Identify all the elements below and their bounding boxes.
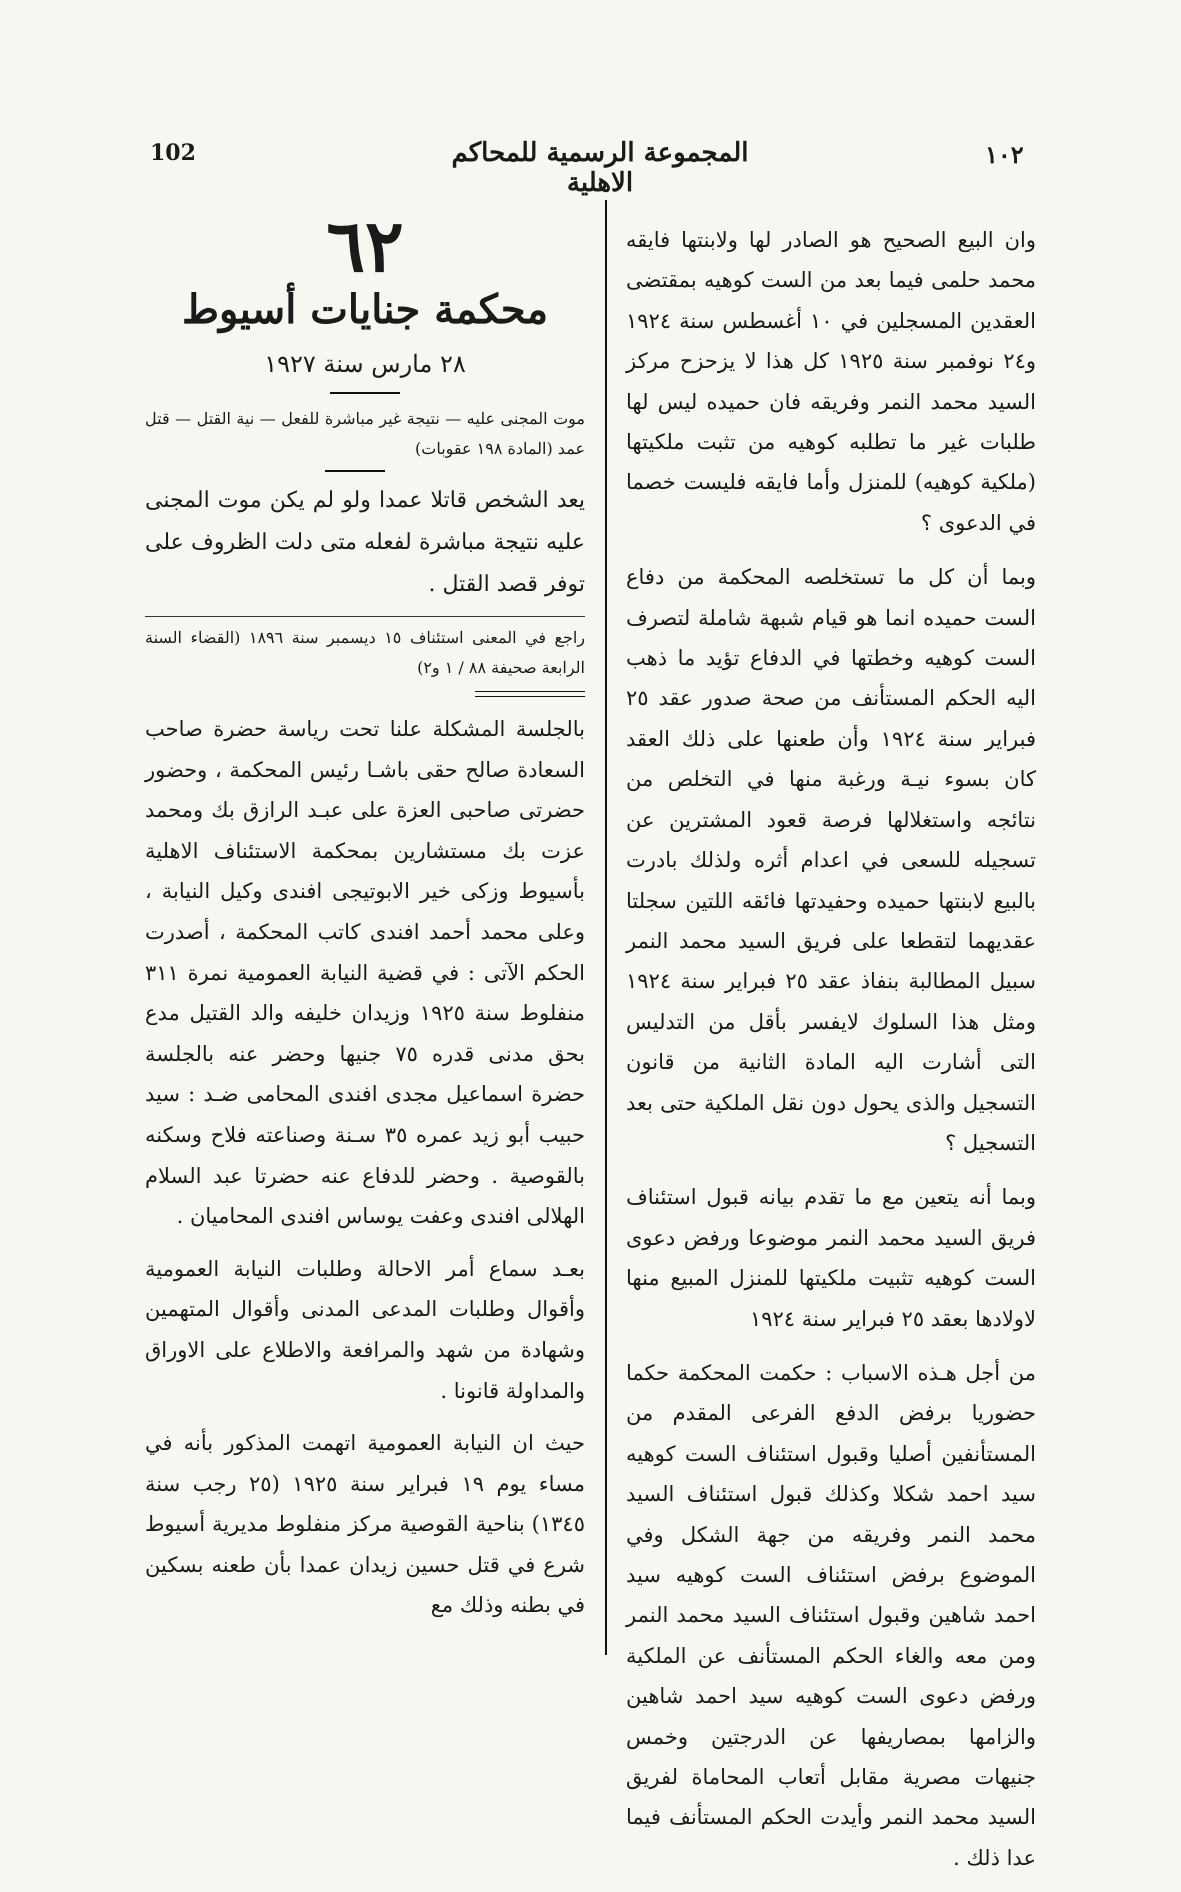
paragraph: بالجلسة المشكلة علنا تحت رياسة حضرة صاحب السعادة صالح حقى باشـا رئيس المحكمة ، وحضور حضرتى صاحبى العزة على عبـد الرازق بك ومحمد عزت بك مستشارين بمحكمة الاستئناف الاهلية بأسيوط وزكى خير الابوتيجى افندى وكيل النيابة ، وعلى محمد أحمد افندى كاتب المحكمة ، أصدرت الحكم الآتى : في قضية النيابة العمومية نمرة ٣١١ منفلوط سنة ١٩٢٥ وزيدان خليفه والد القتيل مدع بحق مدنى قدره ٧٥ جنيها وحضر عنه بالجلسة حضرة اسماعيل مجدى افندى المحامى ضـد : سيد حبيب أبو زيد عمره ٣٥ سـنة وصناعته فلاح وسكنه بالقوصية . وحضر للدفاع عنه حضرتا عبد السلام الهلالى افندى وعفت يوساس افندى المحاميان . [145,717,586,1229]
column-divider [605,200,607,1655]
thin-rule [145,616,585,617]
judgment-date: ٢٨ مارس سنة ١٩٢٧ [264,350,466,378]
paragraph: وبما أن كل ما تستخلصه المحكمة من دفاع الست حميده انما هو قيام شبهة شاملة لتصرف الست كوهيه وخطتها في الدفاع تؤيد ما ذهب اليه الحكم المستأنف من صحة صدور عقد ٢٥ فبراير سنة ١٩٢٤ وأن طعنها على ذلك العقد كان بسوء نيـة ورغبة منها في التخلص من نتائجه واستغلالها فرصة قعود المشترين عن تسجيله للسعى في اعدام أثره ولذلك بادرت بالبيع لابنتها حميده وحفيدتها فائقه اللتين سجلتا عقديهما لتقطعا على فريق السيد محمد النمر سبيل المطالبة بنفاذ عقد ٢٥ فبراير سنة ١٩٢٤ ومثل هذا السلوك لايفسر بأقل من التدليس التى أشارت اليه المادة الثانية من قانون التسجيل والذى يحول دون نقل الملكية حتى بعد التسجيل ؟ [626,565,1036,1155]
short-rule [330,392,400,394]
short-rule [325,470,385,472]
case-number: ٦٢ [326,203,404,288]
reference-note: راجع في المعنى استئناف ١٥ ديسمبر سنة ١٨٩٦ (القضاء السنة الرابعة صحيفة ٨٨ / ١ و٢) [145,628,586,677]
running-title: المجموعة الرسمية للمحاكم الاهلية [451,138,749,198]
paragraph: حيث ان النيابة العمومية اتهمت المذكور بأنه في مساء يوم ١٩ فبراير سنة ١٩٢٥ (٢٥ رجب سنة ١٣٤٥) بناحية القوصية مركز منفلوط مديرية أسيوط شرع في قتل حسين زيدان عمدا بأن طعنه بسكين في بطنه وذلك مع [145,1431,586,1618]
paragraph: من أجل هـذه الاسباب : حكمت المحكمة حكما حضوريا برفض الدفع الفرعى المقدم من المستأنفين أصليا وقبول استئناف الست كوهيه سيد احمد شكلا وكذلك قبول استئناف السيد محمد النمر وفريقه من جهة الشكل وفي الموضوع برفض استئناف الست كوهيه سيد احمد شاهين وقبول استئناف السيد محمد النمر ومن معه والغاء الحكم المستأنف عن الملكية ورفض دعوى الست كوهيه سيد احمد شاهين والزامها بمصاريفها عن الدرجتين وخمس جنيهات مصرية مقابل أتعاب المحاماة لفريق السيد محمد النمر وأيدت الحكم المستأنف فيما عدا ذلك . [626,1360,1036,1870]
paragraph: وان البيع الصحيح هو الصادر لها ولابنتها فايقه محمد حلمى فيما بعد من الست كوهيه بمقتضى العقدين المسجلين في ١٠ أغسطس سنة ١٩٢٤ و٢٤ نوفمبر سنة ١٩٢٥ كل هذا لا يزحزح مركز السيد محمد النمر وفريقه فان حميده ليس لها طلبات غير ما تطلبه كوهيه من تثبت ملكيتها (ملكية كوهيه) للمنزل وأما فايقه فليست خصما في الدعوى ؟ [626,228,1037,535]
paragraph: بعـد سماع أمر الاحالة وطلبات النيابة العمومية وأقوال وطلبات المدعى المدنى وأقوال المتهمين وشهادة من شهد والمرافعة والاطلاع على الاوراق والمداولة قانونا . [145,1256,585,1403]
page-number-latin: 102 [150,140,196,166]
court-name: محكمة جنايات أسيوط [181,286,549,333]
paragraph: وبما أنه يتعين مع ما تقدم بيانه قبول استئناف فريق السيد محمد النمر موضوعا ورفض دعوى الست كوهيه تثبيت ملكيتها للمنزل المبيع منها لاولادها بعقد ٢٥ فبراير سنة ١٩٢٤ [626,1185,1036,1331]
right-column [626,220,1036,1892]
left-column [145,203,586,1638]
double-rule [475,691,585,697]
page-number-arabic: ١٠٢ [985,140,1024,169]
case-summary: موت المجنى عليه — نتيجة غير مباشرة للفعل — نية القتل — قتل عمد (المادة ١٩٨ عقوبات) [145,409,585,458]
legal-principle: يعد الشخص قاتلا عمدا ولو لم يكن موت المجنى عليه نتيجة مباشرة لفعله متى دلت الظروف على توفر قصد القتل . [145,488,585,597]
